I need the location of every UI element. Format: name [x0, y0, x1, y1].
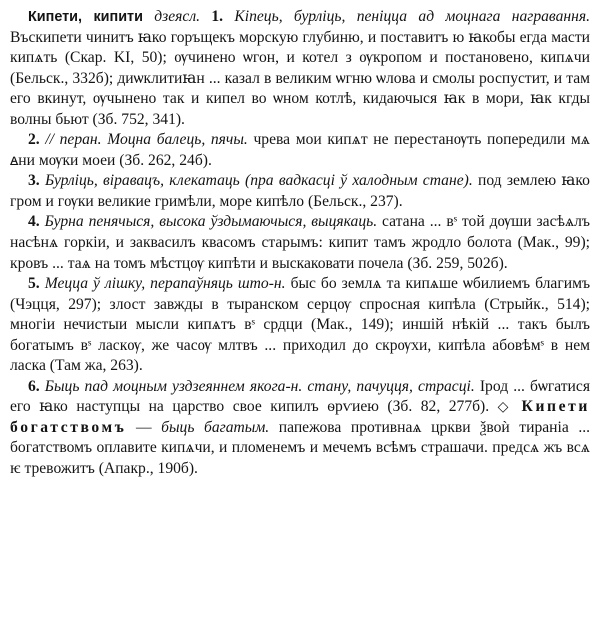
phrase-diamond-icon: ◇ [497, 399, 514, 416]
sense-4-gloss: Бурна пенячыся, высока ўздымаючыся, выцякаць. [44, 213, 378, 231]
sense-3-citations: под землею ꙗко гром и гѹки великие гримѣли, море кипѣло (Бельск., 237). [10, 172, 590, 210]
phrase-citations: папежова противнаѧ цркви ѯвоѝ тираніа ... богатствомъ оплавите кипѧчи, и пломенемъ и мечемъ всѣмъ страшачи. предсѧ жъ всѧ ѥ тревожитъ (Апакр., 190б). [10, 418, 591, 478]
sense-5-gloss: Мецца ў лішку, перапаўняць што-н. [44, 275, 286, 293]
sense-5-label: 5. [28, 275, 45, 293]
dictionary-entry [10, 7, 590, 130]
phrase-dash: — [126, 418, 162, 436]
sense-1-citations: Въскипети чинитъ ꙗко горъщекъ морскую глубиню, и поставитъ ю ꙗкобы егда масти кипѧть (Скар. KI, 50); ѹчинено ѡгон, и котел з ѹкропом и постановено, кипѧчи (Бельск., 332б); диѡклитиꙗн ... казал в великим ѡгню ѡлова и смолы роспустит, и там его вкинут, ѹчынено так и кипел во ѡном котлѣ, кидаючыся ꙗк в мори, ꙗк кгды волны бьют (Зб. 752, 341). [10, 28, 590, 128]
sense-5 [10, 274, 590, 377]
sense-1-label: 1. [200, 8, 235, 25]
sense-4-label: 4. [28, 213, 45, 231]
phrase-headword: Кипети богатствомъ [10, 398, 590, 436]
sense-5-citations: быс бо землѧ та кипѧше ѡбилиемъ благимъ (Чэцця, 297); злост завжды в тыранском серцѹ спросная кипѣла (Стрыйк., 514); многіи нечистыи мысли кипѧтъ вˢ срдци (Мак., 149); иншій нѣкій ... такъ былъ богатымъ вˢ ласкѹ, же часѹ млтвъ ... приходил до скрѹхи, кипѣла абовѣмˢ в нем ласка (Там жа, 263). [10, 275, 591, 375]
sense-4 [10, 212, 590, 274]
sense-2-citations: чрева мои кипѧт не перестанѹть попередили мѧ ꙙни мѹки моеи (Зб. 262, 24б). [10, 131, 591, 169]
sense-6 [10, 377, 590, 480]
entry-part-of-speech: дзеясл. [142, 8, 201, 25]
sense-6-gloss: Быць пад моцным уздзеяннем якога-н. стану, пачуцця, страсці. [44, 377, 475, 395]
sense-3-label: 3. [28, 172, 45, 190]
sense-6-citations: Ірод ... бѡгатися его ꙗко наступцы на царство свое кипилъ ѳрѵиею (Зб. 82, 277б). [10, 377, 590, 416]
phrase-gloss: быць багатым. [161, 418, 270, 436]
entry-headword: Кипети, кипити [28, 9, 143, 25]
sense-3-gloss: Бурліць, віравацъ, клекатаць (пра вадкасці ў халодным стане). [44, 172, 473, 190]
sense-6-label: 6. [28, 377, 45, 395]
sense-1-gloss: Кіпець, бурліць, пеніцца ад моцнага награвання. [234, 8, 590, 25]
sense-3 [10, 171, 590, 212]
sense-2-gloss: // перан. Моцна балець, пячы. [45, 131, 248, 149]
sense-2-label: 2. [28, 131, 46, 149]
sense-4-citations: сатана ... вˢ той дѹши засѣѧлъ насѣнѧ горкіи, и заквасилъ квасомъ старымъ: кипит тамъ жродло болота (Мак., 99); кровъ ... таѧ на томъ мѣстцѹ кипѣти и выскаковати почела (Зб. 259, 502б). [10, 213, 590, 272]
sense-2 [10, 130, 590, 171]
